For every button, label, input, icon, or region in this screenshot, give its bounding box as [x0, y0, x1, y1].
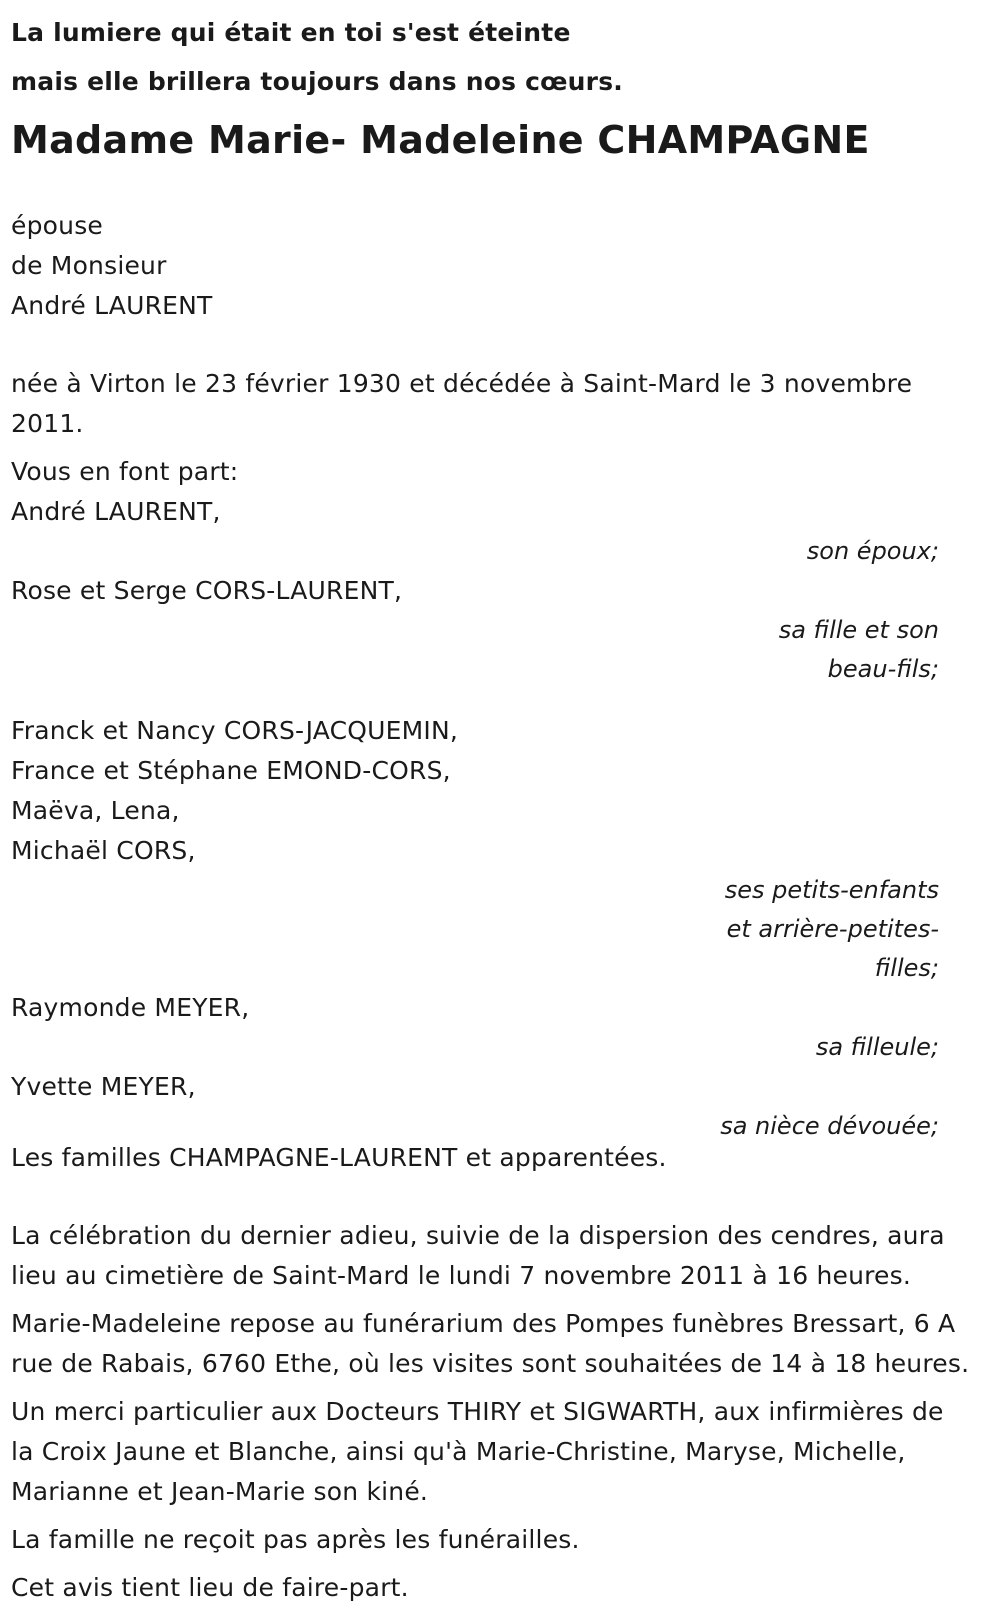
family-relation-text: sa nièce dévouée; — [720, 1112, 939, 1140]
spouse-line-1: épouse — [11, 211, 103, 240]
family-relation-text: sa filleule; — [815, 1033, 939, 1061]
family-name: Raymonde MEYER, — [11, 993, 250, 1022]
epigraph-line-2: mais elle brillera toujours dans nos cœurs. — [11, 67, 623, 96]
family-name: Yvette MEYER, — [11, 1072, 196, 1101]
family-entry — [11, 988, 1000, 1067]
family-name: Michaël CORS, — [11, 836, 196, 865]
family-name: France et Stéphane EMOND-CORS, — [11, 756, 451, 785]
spouse-line-2: de Monsieur — [11, 251, 167, 280]
family-name: Rose et Serge CORS-LAURENT, — [11, 576, 403, 605]
family-entry — [11, 571, 1000, 689]
notice-paragraph: Cet avis tient lieu de faire-part. — [11, 1573, 409, 1602]
family-relation — [0, 1107, 969, 1146]
rest-paragraph: Marie-Madeleine repose au funérarium des Pompes funèbres Bressart, 6 A rue de Rabais, 6760 Ethe, où les visites sont souhaitées de 14 à 18 heures. — [11, 1309, 970, 1378]
ceremony-paragraph: La célébration du dernier adieu, suivie de la dispersion des cendres, aura lieu au cimetière de Saint-Mard le lundi 7 novembre 2011 à 16 heures. — [11, 1221, 945, 1290]
family-entry — [11, 1067, 1000, 1146]
spouse-block — [11, 206, 1000, 326]
family-relation-text: beau-fils; — [827, 655, 939, 683]
family-name: André LAURENT, — [11, 497, 221, 526]
spouse-line-3: André LAURENT — [11, 291, 213, 320]
thanks-paragraph: Un merci particulier aux Docteurs THIRY et SIGWARTH, aux infirmières de la Croix Jaune et Blanche, ainsi qu'à Marie-Christine, Maryse, Michelle, Marianne et Jean-Marie son kiné. — [11, 1397, 944, 1506]
family-relation-text: et arrière-petites- — [726, 915, 939, 943]
family-relation-text: ses petits-enfants — [724, 876, 939, 904]
family-relation — [0, 611, 969, 689]
birth-death-text: née à Virton le 23 février 1930 et décédée à Saint-Mard le 3 novembre 2011. — [11, 369, 913, 438]
family-relation — [0, 532, 969, 571]
family-relation-text: sa fille et son — [778, 616, 939, 644]
epigraph — [11, 8, 1000, 106]
family-name: Les familles CHAMPAGNE-LAURENT et apparentées. — [11, 1143, 667, 1172]
family-relation-text: son époux; — [806, 537, 939, 565]
family-relation-text: filles; — [874, 954, 939, 982]
family-relation — [0, 871, 969, 988]
family-name: Maëva, Lena, — [11, 796, 180, 825]
family-name: Franck et Nancy CORS-JACQUEMIN, — [11, 716, 459, 745]
family-relation — [0, 1028, 969, 1067]
epigraph-line-1: La lumiere qui était en toi s'est éteinte — [11, 18, 571, 47]
family-entry — [11, 711, 1000, 988]
announcement-intro: Vous en font part: — [11, 457, 239, 486]
no-reception-paragraph: La famille ne reçoit pas après les funérailles. — [11, 1525, 580, 1554]
family-entry — [11, 492, 1000, 571]
page-title: Madame Marie- Madeleine CHAMPAGNE — [11, 118, 870, 162]
